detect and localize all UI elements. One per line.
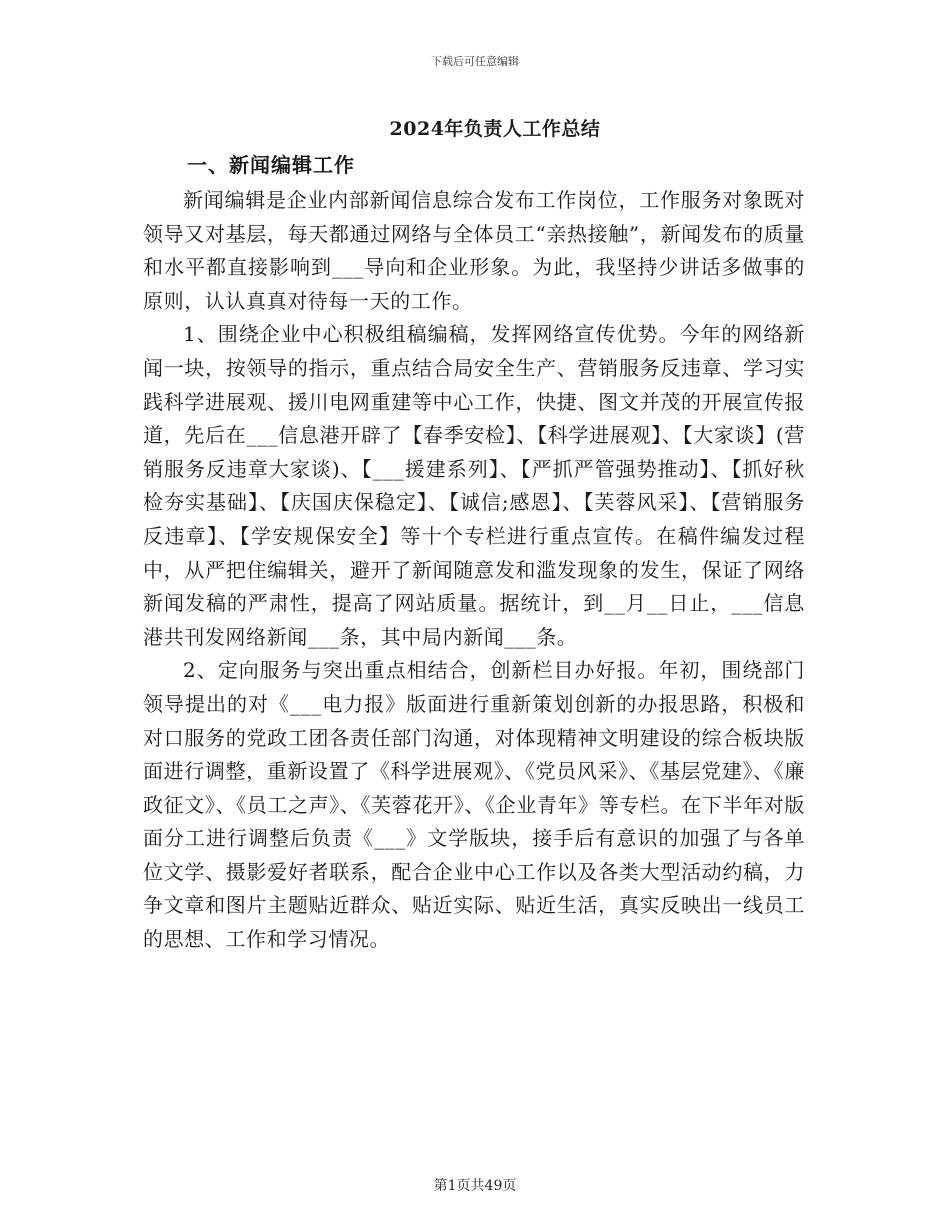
document-body (143, 184, 805, 957)
document-title: 2024年负责人工作总结 (389, 118, 601, 140)
section-heading: 一、新闻编辑工作 (187, 153, 355, 177)
paragraph-intro: 新闻编辑是企业内部新闻信息综合发布工作岗位，工作服务对象既对领导又对基层，每天都通过网络与全体员工“亲热接触”，新闻发布的质量和水平都直接影响到___导向和企业形象。为此，我坚持少讲话多做事的原则，认认真真对待每一天的工作。 (143, 188, 805, 313)
page-footer: 第1页共49页 (433, 1178, 517, 1194)
paragraph-item-1: 1、围绕企业中心积极组稿编稿，发挥网络宣传优势。今年的网络新闻一块，按领导的指示，重点结合局安全生产、营销服务反违章、学习实践科学进展观、援川电网重建等中心工作，快捷、图文并茂的开展宣传报道，先后在___信息港开辟了【春季安检】、【科学进展观】、【大家谈】(营销服务反违章大家谈)、【___援建系列】、【严抓严管强势推动】、【抓好秋检夯实基础】、【庆国庆保稳定】、【诚信;感恩】、【芙蓉风采】、【营销服务反违章】、【学安规保安全】等十个专栏进行重点宣传。在稿件编发过程中，从严把住编辑关，避开了新闻随意发和滥发现象的发生，保证了网络新闻发稿的严肃性，提高了网站质量。据统计，到__月__日止，___信息港共刊发网络新闻___条，其中局内新闻___条。 (143, 322, 805, 649)
paragraph-item-2: 2、定向服务与突出重点相结合，创新栏目办好报。年初，围绕部门领导提出的对《___电力报》版面进行重新策划创新的办报思路，积极和对口服务的党政工团各责任部门沟通，对体现精神文明建设的综合板块版面进行调整，重新设置了《科学进展观》、《党员风采》、《基层党建》、《廉政征文》、《员工之声》、《芙蓉花开》、《企业青年》等专栏。在下半年对版面分工进行调整后负责《___》文学版块，接手后有意识的加强了与各单位文学、摄影爱好者联系，配合企业中心工作以及各类大型活动约稿，力争文章和图片主题贴近群众、贴近实际、贴近生活，真实反映出一线员工的思想、工作和学习情况。 (143, 658, 805, 952)
header-note: 下载后可任意编辑 (431, 55, 519, 68)
